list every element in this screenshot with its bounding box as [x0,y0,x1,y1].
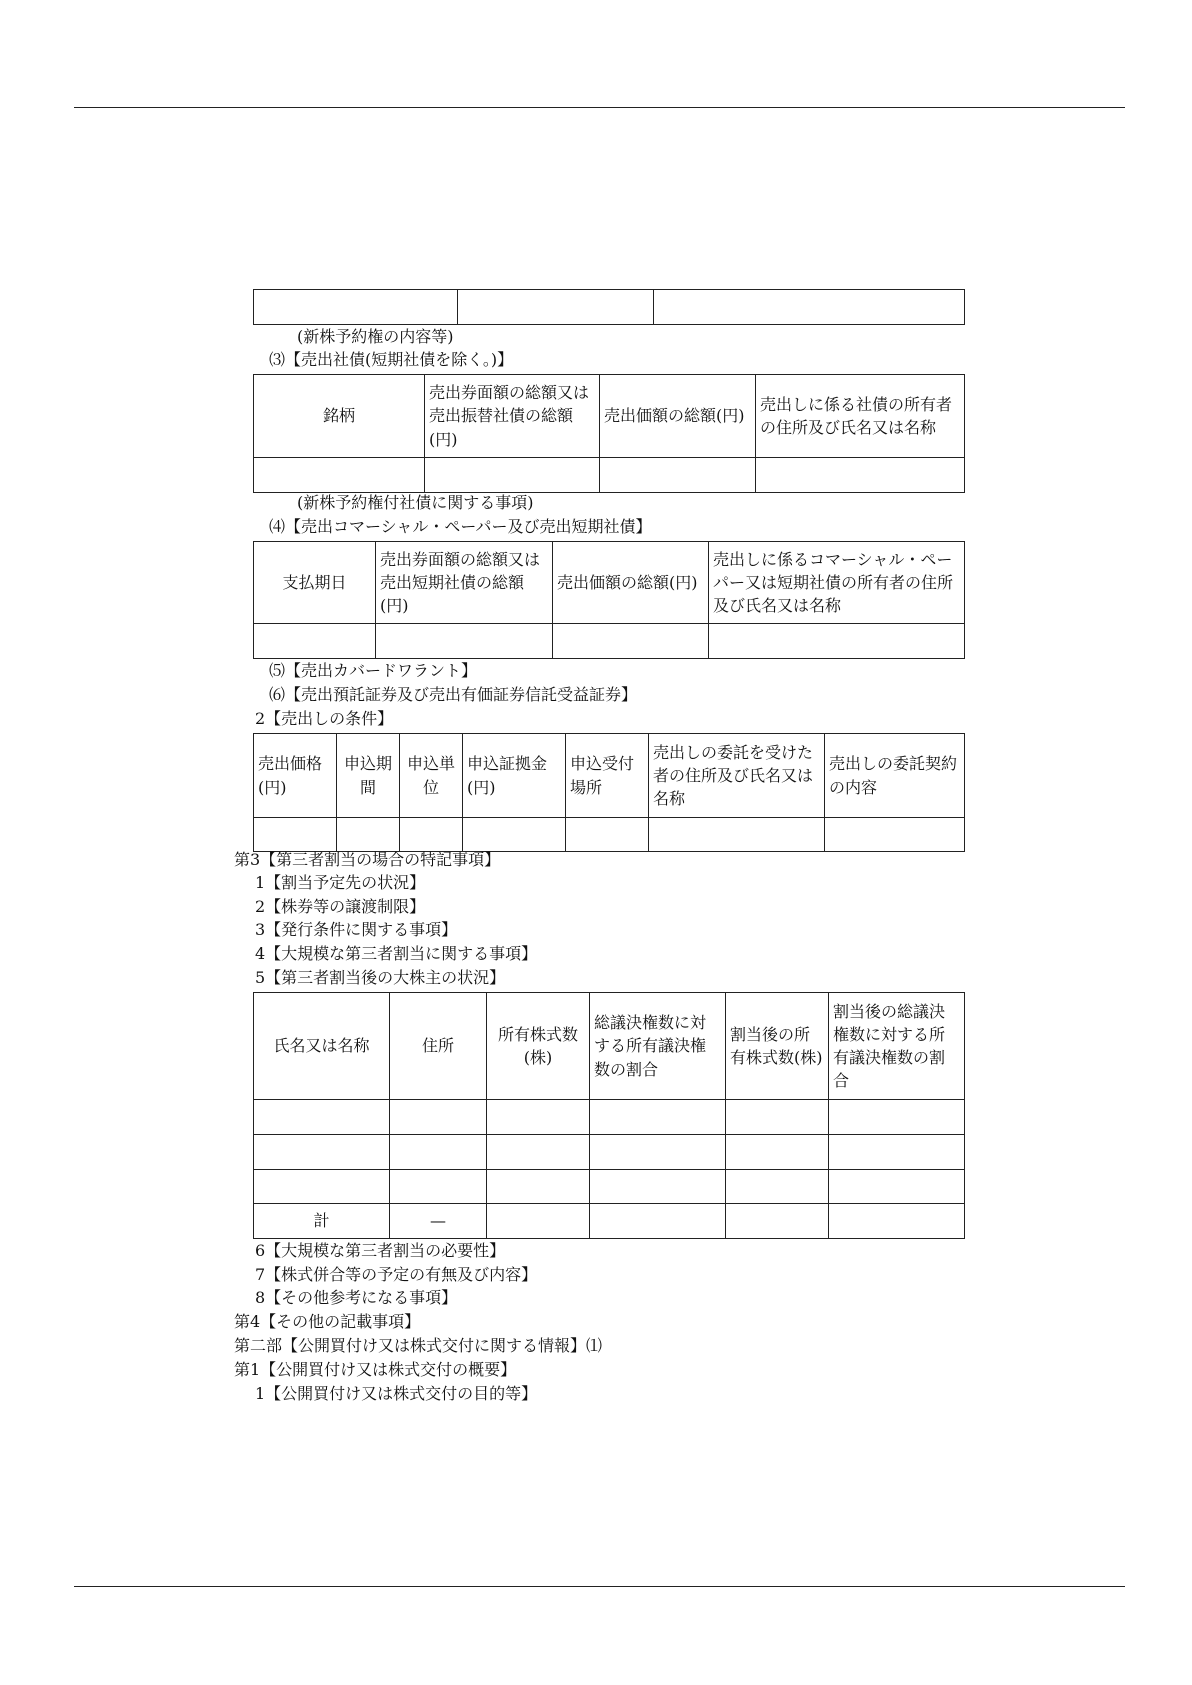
heading-bonds-for-sale: ⑶【売出社債(短期社債を除く。)】 [269,350,514,369]
table-cell [390,1135,487,1170]
table-cell [726,1135,829,1170]
heading-commercial-paper: ⑷【売出コマーシャル・ペーパー及び売出短期社債】 [269,517,652,536]
caption-stock-acquisition-rights: (新株予約権の内容等) [297,327,454,346]
heading-third-party-allotment: 第3【第三者割当の場合の特記事項】 [234,850,501,869]
header-rule [74,107,1125,108]
table-cell [254,458,425,493]
table-cell [590,1100,726,1135]
table-cell [254,1100,390,1135]
list-item: 8【その他参考になる事項】 [255,1288,458,1307]
table-cell [254,818,337,852]
table-cell [726,1170,829,1204]
table-cell [254,1135,390,1170]
table-cell [254,1170,390,1204]
heading-depositary-receipts: ⑹【売出預託証券及び売出有価証券信託受益証券】 [269,685,638,704]
heading-part2: 第二部【公開買付け又は株式交付に関する情報】⑴ [234,1336,603,1355]
table-cell [726,1100,829,1135]
table-cell [726,1204,829,1239]
table-cell [829,1135,965,1170]
caption-convertible-bonds: (新株予約権付社債に関する事項) [297,493,534,512]
table-cell [829,1170,965,1204]
header-consignment-contract: 売出しの委託契約の内容 [825,734,965,818]
header-total-sale-price: 売出価額の総額(円) [553,542,709,624]
table-cell [649,818,825,852]
header-shares-owned: 所有株式数(株) [487,993,590,1100]
table-cell [458,290,654,325]
table-cell [825,818,965,852]
table-cell [487,1204,590,1239]
table-cell [654,290,965,325]
table-cell [400,818,463,852]
table-cell [553,624,709,659]
header-application-deposit: 申込証拠金(円) [463,734,566,818]
commercial-paper-table [253,541,965,659]
table-cell [487,1100,590,1135]
total-address: — [390,1204,487,1239]
table-cell [829,1204,965,1239]
table-cell [487,1170,590,1204]
header-application-period: 申込期間 [337,734,400,818]
list-item: 1【割当予定先の状況】 [255,873,426,892]
table-cell [376,624,553,659]
list-item: 2【株券等の譲渡制限】 [255,897,426,916]
table-cell [390,1100,487,1135]
header-application-unit: 申込単位 [400,734,463,818]
heading-covered-warrants: ⑸【売出カバードワラント】 [269,661,478,680]
header-sale-price: 売出価格(円) [254,734,337,818]
header-holder-address-name: 売出しに係るコマーシャル・ペーパー又は短期社債の所有者の住所及び氏名又は名称 [709,542,965,624]
footer-rule [74,1586,1125,1587]
header-issue-name: 銘柄 [254,375,425,458]
table-cell [600,458,756,493]
header-address: 住所 [390,993,487,1100]
table-cell [590,1170,726,1204]
list-item: 6【大規模な第三者割当の必要性】 [255,1241,506,1260]
list-item: 1【公開買付け又は株式交付の目的等】 [255,1384,538,1403]
major-shareholders-table [253,992,965,1239]
table-cell [337,818,400,852]
table-cell [254,290,458,325]
header-voting-ratio-after: 割当後の総議決権数に対する所有議決権数の割合 [829,993,965,1100]
top-partial-table [253,289,965,325]
table-cell [425,458,600,493]
header-shares-after-allotment: 割当後の所有株式数(株) [726,993,829,1100]
header-total-face-amount: 売出券面額の総額又は売出短期社債の総額(円) [376,542,553,624]
table-cell [590,1135,726,1170]
table-cell [463,818,566,852]
heading-sale-conditions: 2【売出しの条件】 [255,709,394,728]
list-item: 5【第三者割当後の大株主の状況】 [255,968,506,987]
header-consignee: 売出しの委託を受けた者の住所及び氏名又は名称 [649,734,825,818]
list-item: 4【大規模な第三者割当に関する事項】 [255,944,538,963]
header-total-sale-price: 売出価額の総額(円) [600,375,756,458]
table-cell [487,1135,590,1170]
header-total-face-amount: 売出券面額の総額又は売出振替社債の総額(円) [425,375,600,458]
bonds-table [253,374,965,493]
heading-other-matters: 第4【その他の記載事項】 [234,1312,421,1331]
header-application-place: 申込受付場所 [566,734,649,818]
table-cell [590,1204,726,1239]
header-name: 氏名又は名称 [254,993,390,1100]
header-holder-address-name: 売出しに係る社債の所有者の住所及び氏名又は名称 [756,375,965,458]
list-item: 3【発行条件に関する事項】 [255,920,458,939]
table-cell [254,624,376,659]
total-label: 計 [254,1204,390,1239]
heading-part2-overview: 第1【公開買付け又は株式交付の概要】 [234,1360,517,1379]
header-payment-date: 支払期日 [254,542,376,624]
table-cell [566,818,649,852]
header-voting-ratio: 総議決権数に対する所有議決権数の割合 [590,993,726,1100]
list-item: 7【株式併合等の予定の有無及び内容】 [255,1265,538,1284]
sale-conditions-table [253,733,965,852]
table-cell [756,458,965,493]
table-cell [829,1100,965,1135]
table-cell [709,624,965,659]
table-cell [390,1170,487,1204]
